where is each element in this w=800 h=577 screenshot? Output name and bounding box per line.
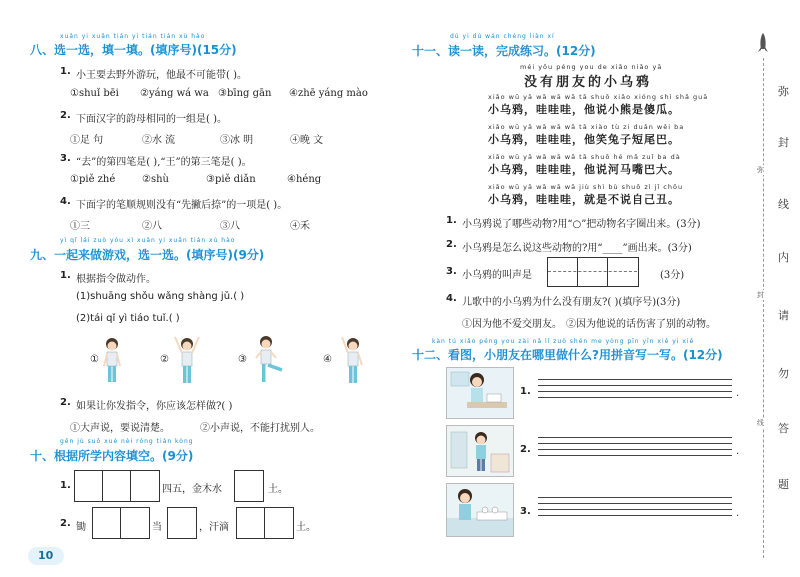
fill-box[interactable] xyxy=(167,507,197,539)
fill-box[interactable] xyxy=(130,470,160,502)
s11-q1-text: 小乌鸦说了哪些动物?用“○”把动物名字圈出来。(3分) xyxy=(462,219,701,230)
poem-title-pinyin: méi yǒu péng you de xiǎo niǎo yā xyxy=(520,63,663,71)
binding-dashed-line xyxy=(763,58,764,558)
s10-q2-c: ，汗滴 xyxy=(199,522,229,533)
s9-q2-text: 如果让你发指令，你应该怎样做?( ) xyxy=(76,401,233,412)
s8-q3-opt4: ④héng xyxy=(287,174,322,185)
s9-q2-opt1: ①大声说，要说清楚。 xyxy=(70,423,170,434)
period: . xyxy=(736,508,740,519)
writing-line[interactable] xyxy=(538,397,732,398)
s8-q2-opt3: ③冰 明 xyxy=(220,135,254,146)
s8-q1-opt3: ③bīng gān xyxy=(218,88,272,99)
s8-pinyin: xuǎn yi xuǎn tián yi tián tián xù hào xyxy=(60,33,206,40)
poem-line3: 小乌鸦，哇哇哇，他说河马嘴巴大。 xyxy=(488,163,680,176)
s9-q1-sub2: (2)tái qǐ yì tiáo tuǐ.( ) xyxy=(76,313,180,324)
child-leg-up-figure xyxy=(252,334,286,386)
s9-fig3-label: ③ xyxy=(238,354,247,365)
period: . xyxy=(736,446,740,457)
s9-q1-num: 1. xyxy=(60,270,71,281)
writing-line[interactable] xyxy=(538,437,732,438)
fill-box[interactable] xyxy=(577,257,609,287)
s11-q4-num: 4. xyxy=(446,293,457,304)
s10-q1-mid: 四五，金木水 xyxy=(162,484,222,495)
s10-pinyin: gēn jù suǒ xué nèi róng tián kòng xyxy=(60,438,194,445)
s8-q4-opt1: ①三 xyxy=(70,221,90,232)
s8-q4-text: 下面字的笔顺规则没有“先撇后捺”的一项是( )。 xyxy=(76,200,288,211)
poem-line1: 小乌鸦，哇哇哇，他说小熊是傻瓜。 xyxy=(488,103,680,116)
fill-box[interactable] xyxy=(102,470,132,502)
side-char: 弥 xyxy=(778,85,789,98)
side-char: 封 xyxy=(778,136,789,149)
s11-title: 十一、读一读，完成练习。(12分) xyxy=(412,44,596,58)
child-in-room-illustration xyxy=(447,426,513,476)
s12-pinyin: kàn tú xiǎo péng you zài nǎ lǐ zuò shén me yòng pīn yīn xiě yi xiě xyxy=(432,338,695,345)
child-standing-figure xyxy=(100,336,124,386)
fill-box[interactable] xyxy=(234,470,264,502)
s10-q2-end: 土。 xyxy=(296,522,316,533)
binding-small-char: 弥 xyxy=(757,166,764,174)
side-char: 题 xyxy=(778,478,789,491)
s11-q3-num: 3. xyxy=(446,266,457,277)
s9-pinyin: yì qǐ lái zuò yóu xì xuǎn yi xuǎn tián xù hào xyxy=(60,237,236,244)
s12-item3-num: 3. xyxy=(520,506,531,517)
period: . xyxy=(736,388,740,399)
s8-q3-text: “去”的第四笔是( ),“王”的第三笔是( )。 xyxy=(76,157,252,168)
s8-q2-opt4: ④晚 文 xyxy=(290,135,324,146)
s9-q1-text: 根据指令做动作。 xyxy=(76,274,156,285)
s12-item1-num: 1. xyxy=(520,386,531,397)
child-one-arm-up-figure xyxy=(338,333,368,387)
s11-q2-text: 小乌鸦是怎么说这些动物的?用“____”画出来。(3分) xyxy=(462,243,692,254)
side-char: 勿 xyxy=(778,367,789,380)
s11-q3-score: (3分) xyxy=(660,270,685,281)
child-washing-dishes-illustration xyxy=(447,484,513,536)
side-char: 线 xyxy=(778,198,789,211)
side-char: 请 xyxy=(778,309,789,322)
s10-q1-end: 土。 xyxy=(268,484,288,495)
side-char: 内 xyxy=(778,251,789,264)
s11-q4-opt1: ①因为他不爱交朋友。 xyxy=(462,319,562,330)
poem-line2-pinyin: xiǎo wū yā wā wā wā tā xiào tù zi duǎn wěi ba xyxy=(488,123,685,131)
s8-q3-num: 3. xyxy=(60,153,71,164)
poem-title: 没有朋友的小乌鸦 xyxy=(524,75,653,90)
s8-q1-opt4: ④zhē yáng mào xyxy=(289,88,368,99)
s9-title: 九、一起来做游戏，选一选。(填序号)(9分) xyxy=(30,248,265,262)
s8-q3-opt2: ②shù xyxy=(142,174,169,185)
child-arms-up-figure xyxy=(172,333,202,387)
binding-small-char: 封 xyxy=(757,291,764,299)
s8-q4-opt4: ④禾 xyxy=(290,221,310,232)
rocket-icon xyxy=(756,32,770,56)
fill-box[interactable] xyxy=(74,470,104,502)
writing-line[interactable] xyxy=(538,515,732,516)
scene-picture-2 xyxy=(446,425,514,477)
fill-box[interactable] xyxy=(264,507,294,539)
s10-q2-a: 锄 xyxy=(76,522,86,533)
s11-q1-num: 1. xyxy=(446,215,457,226)
poem-line3-pinyin: xiǎo wū yā wā wā wā tā shuō hé mǎ zuǐ ba dà xyxy=(488,153,681,161)
binding-small-char: 线 xyxy=(757,419,764,427)
writing-line[interactable] xyxy=(538,379,732,380)
s11-q4-opt2: ②因为他说的话伤害了别的动物。 xyxy=(566,319,716,330)
s8-q2-text: 下面汉字的韵母相同的一组是( )。 xyxy=(76,114,227,125)
poem-line2: 小乌鸦，哇哇哇，他笑兔子短尾巴。 xyxy=(488,133,680,146)
s8-q1-opt2: ②yáng wá wa xyxy=(140,88,209,99)
fill-box[interactable] xyxy=(236,507,266,539)
fill-box[interactable] xyxy=(92,507,122,539)
s8-q4-num: 4. xyxy=(60,196,71,207)
child-at-table-illustration xyxy=(447,368,513,418)
s8-q4-opt2: ②八 xyxy=(142,221,162,232)
side-char: 答 xyxy=(778,422,789,435)
box-midline xyxy=(548,271,637,272)
page-number: 10 xyxy=(38,549,54,562)
s9-fig4-label: ④ xyxy=(323,354,332,365)
s10-q1-num: 1. xyxy=(60,480,71,491)
s8-q4-opt3: ③八 xyxy=(220,221,240,232)
writing-line[interactable] xyxy=(538,449,732,450)
s10-q2-b: 当 xyxy=(152,522,162,533)
fill-box[interactable] xyxy=(607,257,639,287)
s10-q2-num: 2. xyxy=(60,518,71,529)
s11-pinyin: dú yi dú wán chéng liàn xí xyxy=(450,33,555,40)
s11-q4-text: 儿歌中的小乌鸦为什么没有朋友?( )(填序号)(3分) xyxy=(462,297,681,308)
scene-picture-3 xyxy=(446,483,514,537)
s8-q3-opt3: ③piě diǎn xyxy=(206,174,256,185)
s12-item2-num: 2. xyxy=(520,444,531,455)
s8-q3-opt1: ①piě zhé xyxy=(70,174,116,185)
s9-q2-num: 2. xyxy=(60,397,71,408)
writing-line[interactable] xyxy=(538,443,732,444)
poem-line1-pinyin: xiǎo wū yā wā wā wā tā shuō xiǎo xióng shì shǎ guā xyxy=(488,93,709,101)
writing-line[interactable] xyxy=(538,509,732,510)
s8-q2-opt1: ①足 句 xyxy=(70,135,104,146)
fill-box[interactable] xyxy=(547,257,579,287)
s8-q2-opt2: ②水 流 xyxy=(142,135,176,146)
poem-line4: 小乌鸦，哇哇哇，就是不说自己丑。 xyxy=(488,193,680,206)
s8-title: 八、选一选，填一填。(填序号)(15分) xyxy=(30,43,237,57)
s9-fig2-label: ② xyxy=(160,354,169,365)
writing-line[interactable] xyxy=(538,385,732,386)
s8-q1-num: 1. xyxy=(60,66,71,77)
writing-line[interactable] xyxy=(538,455,732,456)
writing-line[interactable] xyxy=(538,503,732,504)
s12-title: 十二、看图，小朋友在哪里做什么?用拼音写一写。(12分) xyxy=(412,348,723,362)
s9-q1-sub1: (1)shuāng shǒu wǎng shàng jǔ.( ) xyxy=(76,291,245,302)
s11-q2-num: 2. xyxy=(446,239,457,250)
s8-q1-text: 小王要去野外游玩，他最不可能带( )。 xyxy=(76,70,247,81)
s9-q2-opt2: ②小声说，不能打扰别人。 xyxy=(200,423,320,434)
scene-picture-1 xyxy=(446,367,514,419)
s8-q1-opt1: ①shuǐ bēi xyxy=(70,88,119,99)
writing-line[interactable] xyxy=(538,497,732,498)
s9-fig1-label: ① xyxy=(90,354,99,365)
s8-q2-num: 2. xyxy=(60,110,71,121)
s10-title: 十、根据所学内容填空。(9分) xyxy=(30,449,194,463)
fill-box[interactable] xyxy=(120,507,150,539)
poem-line4-pinyin: xiǎo wū yā wā wā wā jiù shì bù shuō zì jǐ chǒu xyxy=(488,183,684,191)
writing-line[interactable] xyxy=(538,391,732,392)
s11-q3-text: 小乌鸦的叫声是 xyxy=(462,270,532,281)
